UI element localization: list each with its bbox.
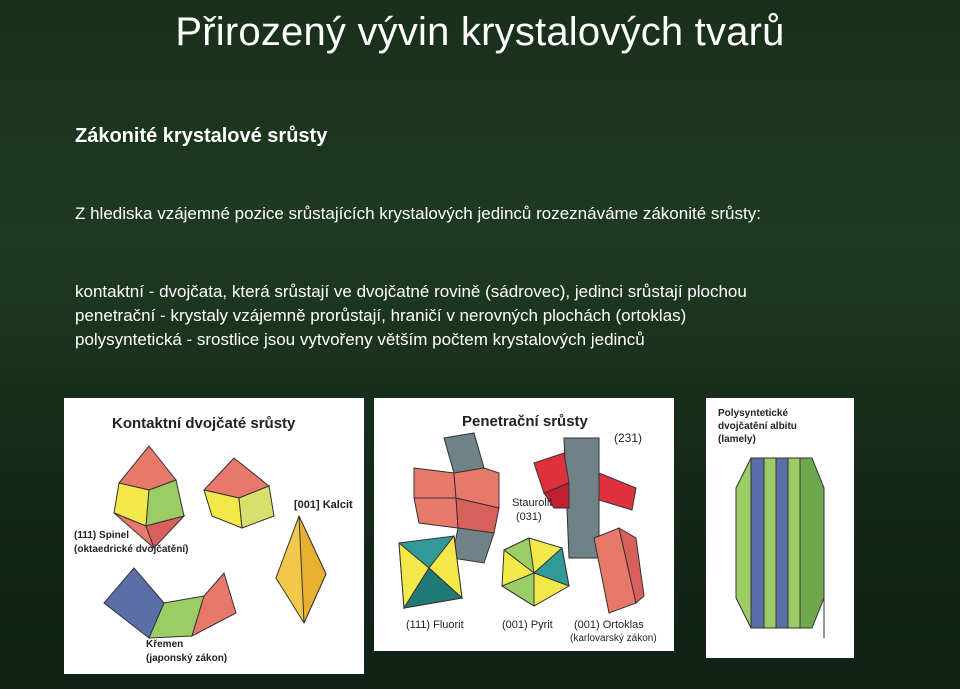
polysynthetic-heading-3: (lamely)	[718, 434, 756, 445]
figure-penetration-twins	[374, 398, 674, 651]
calcite-pyramid	[276, 516, 326, 623]
spinel-label: (111) Spinel	[74, 530, 130, 541]
code-031-label: (031)	[516, 511, 542, 523]
calcite-label: [001] Kalcit	[294, 499, 353, 511]
orthoclase-sub-label: (karlovarský zákon)	[570, 633, 657, 644]
orthoclase-label: (001) Ortoklas	[574, 619, 644, 631]
type-contact: kontaktní - dvojčata, která srůstají ve dvojčatné rovině (sádrovec), jedinci srůstají plochou	[75, 282, 747, 301]
polysynthetic-heading-1: Polysyntetické	[718, 408, 789, 419]
calcite-twin	[204, 458, 274, 528]
intro-paragraph: Z hlediska vzájemné pozice srůstajících krystalových jedinců rozeznáváme zákonité srůsty:	[75, 204, 761, 223]
figure-contact-twins	[64, 398, 364, 674]
contact-twins-illustration	[64, 398, 364, 674]
type-polysynthetic: polysyntetická - srostlice jsou vytvořeny větším počtem krystalových jedinců	[75, 330, 645, 349]
quartz-label: Křemen	[146, 639, 184, 650]
orthoclase-crystal	[594, 528, 644, 613]
type-penetration: penetrační - krystaly vzájemně prorůstají, hraničí v nerovných plochách (ortoklas)	[75, 306, 687, 325]
slide-title: Přirozený vývin krystalových tvarů	[175, 10, 785, 54]
penetration-heading: Penetrační srůsty	[462, 413, 588, 430]
contact-heading: Kontaktní dvojčaté srůsty	[112, 415, 296, 432]
penetration-twins-illustration	[374, 398, 674, 651]
albite-lamellae	[736, 458, 824, 638]
quartz-twin	[104, 568, 236, 638]
pyrite-crystal	[502, 538, 569, 606]
fluorite-label: (111) Fluorit	[406, 619, 464, 631]
staurolite-label: Staurolit	[512, 497, 553, 509]
slide-subtitle: Zákonité krystalové srůsty	[75, 125, 328, 147]
spinel-sub-label: (oktaedrické dvojčatění)	[74, 544, 189, 555]
quartz-sub-label: (japonský zákon)	[146, 653, 228, 664]
code-231-label: (231)	[614, 431, 643, 445]
pyrite-label: (001) Pyrit	[502, 619, 553, 631]
polysynthetic-heading-2: dvojčatění albitu	[718, 421, 797, 432]
figure-polysynthetic-twins	[706, 398, 854, 658]
fluorite-crystal	[399, 536, 462, 608]
polysynthetic-illustration	[706, 398, 854, 658]
types-list	[75, 280, 915, 352]
